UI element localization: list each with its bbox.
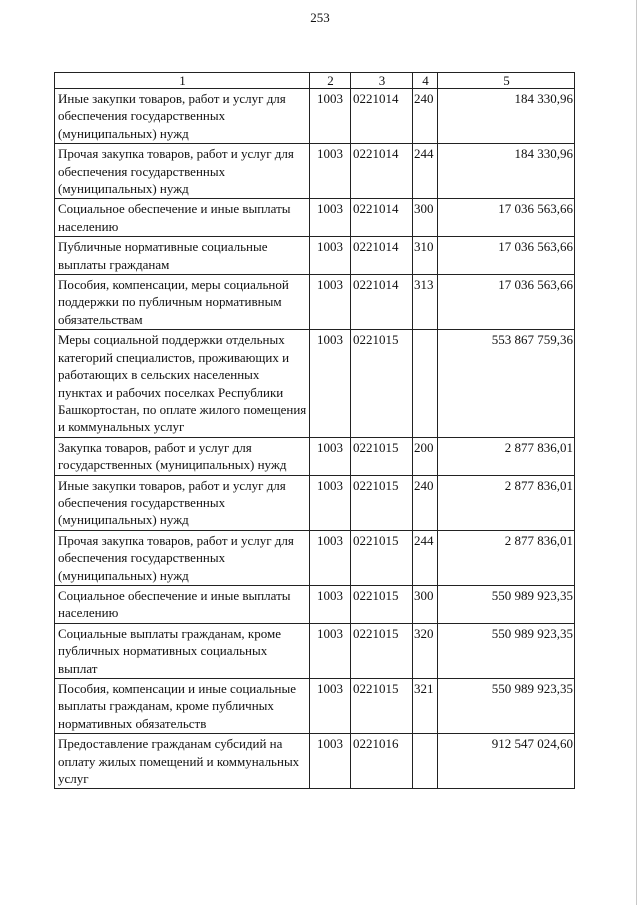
row-type: 300 [413,199,438,237]
row-article: 0221016 [351,734,413,789]
table-row [55,89,575,144]
row-type: 240 [413,89,438,144]
row-type: 300 [413,585,438,623]
row-article: 0221014 [351,275,413,330]
row-article: 0221015 [351,437,413,475]
header-col-5: 5 [438,73,575,89]
row-article: 0221015 [351,330,413,437]
row-name: Прочая закупка товаров, работ и услуг для обеспечения государственных (муниципальных) нужд [55,144,310,199]
row-type: 313 [413,275,438,330]
row-type: 244 [413,530,438,585]
header-col-1: 1 [55,73,310,89]
table-row [55,623,575,678]
row-article: 0221015 [351,679,413,734]
table-row [55,585,575,623]
budget-table [54,72,575,789]
header-col-3: 3 [351,73,413,89]
header-col-4: 4 [413,73,438,89]
row-section: 1003 [310,330,351,437]
row-name: Пособия, компенсации, меры социальной поддержки по публичным нормативным обязательствам [55,275,310,330]
row-name: Иные закупки товаров, работ и услуг для обеспечения государственных (муниципальных) нужд [55,89,310,144]
row-article: 0221015 [351,623,413,678]
scan-edge-line [636,0,637,905]
row-article: 0221014 [351,144,413,199]
row-article: 0221015 [351,585,413,623]
row-type [413,734,438,789]
table-row [55,475,575,530]
row-article: 0221014 [351,199,413,237]
row-type: 240 [413,475,438,530]
row-name: Социальное обеспечение и иные выплаты населению [55,585,310,623]
table-row [55,199,575,237]
row-amount: 550 989 923,35 [438,679,575,734]
row-section: 1003 [310,89,351,144]
row-section: 1003 [310,623,351,678]
row-type: 244 [413,144,438,199]
row-article: 0221014 [351,237,413,275]
table-header-row [55,73,575,89]
row-name: Социальное обеспечение и иные выплаты населению [55,199,310,237]
row-name: Прочая закупка товаров, работ и услуг для обеспечения государственных (муниципальных) нужд [55,530,310,585]
row-name: Иные закупки товаров, работ и услуг для обеспечения государственных (муниципальных) нужд [55,475,310,530]
row-article: 0221014 [351,89,413,144]
row-article: 0221015 [351,530,413,585]
row-name: Закупка товаров, работ и услуг для государственных (муниципальных) нужд [55,437,310,475]
row-type: 320 [413,623,438,678]
row-amount: 17 036 563,66 [438,275,575,330]
row-amount: 553 867 759,36 [438,330,575,437]
row-type: 200 [413,437,438,475]
row-amount: 550 989 923,35 [438,585,575,623]
row-name: Социальные выплаты гражданам, кроме публичных нормативных социальных выплат [55,623,310,678]
row-amount: 2 877 836,01 [438,437,575,475]
row-name: Предоставление гражданам субсидий на оплату жилых помещений и коммунальных услуг [55,734,310,789]
row-amount: 550 989 923,35 [438,623,575,678]
row-section: 1003 [310,475,351,530]
row-name: Публичные нормативные социальные выплаты гражданам [55,237,310,275]
row-amount: 17 036 563,66 [438,237,575,275]
row-amount: 184 330,96 [438,144,575,199]
row-section: 1003 [310,144,351,199]
table-row [55,734,575,789]
table-row [55,330,575,437]
row-section: 1003 [310,437,351,475]
row-section: 1003 [310,275,351,330]
row-section: 1003 [310,530,351,585]
table-row [55,275,575,330]
row-section: 1003 [310,199,351,237]
row-type [413,330,438,437]
table-row [55,144,575,199]
header-col-2: 2 [310,73,351,89]
row-section: 1003 [310,679,351,734]
table-row [55,530,575,585]
row-section: 1003 [310,734,351,789]
table-row [55,237,575,275]
row-name: Меры социальной поддержки отдельных категорий специалистов, проживающих и работающих в сельских населенных пунктах и рабочих поселках Республики Башкортостан, по оплате жилого помещения и коммунальных услуг [55,330,310,437]
row-amount: 2 877 836,01 [438,475,575,530]
row-amount: 184 330,96 [438,89,575,144]
row-amount: 2 877 836,01 [438,530,575,585]
row-section: 1003 [310,237,351,275]
row-name: Пособия, компенсации и иные социальные выплаты гражданам, кроме публичных нормативных обязательств [55,679,310,734]
row-amount: 912 547 024,60 [438,734,575,789]
row-amount: 17 036 563,66 [438,199,575,237]
row-type: 321 [413,679,438,734]
page-number: 253 [310,10,330,25]
table-row [55,679,575,734]
table-row [55,437,575,475]
row-type: 310 [413,237,438,275]
row-article: 0221015 [351,475,413,530]
row-section: 1003 [310,585,351,623]
